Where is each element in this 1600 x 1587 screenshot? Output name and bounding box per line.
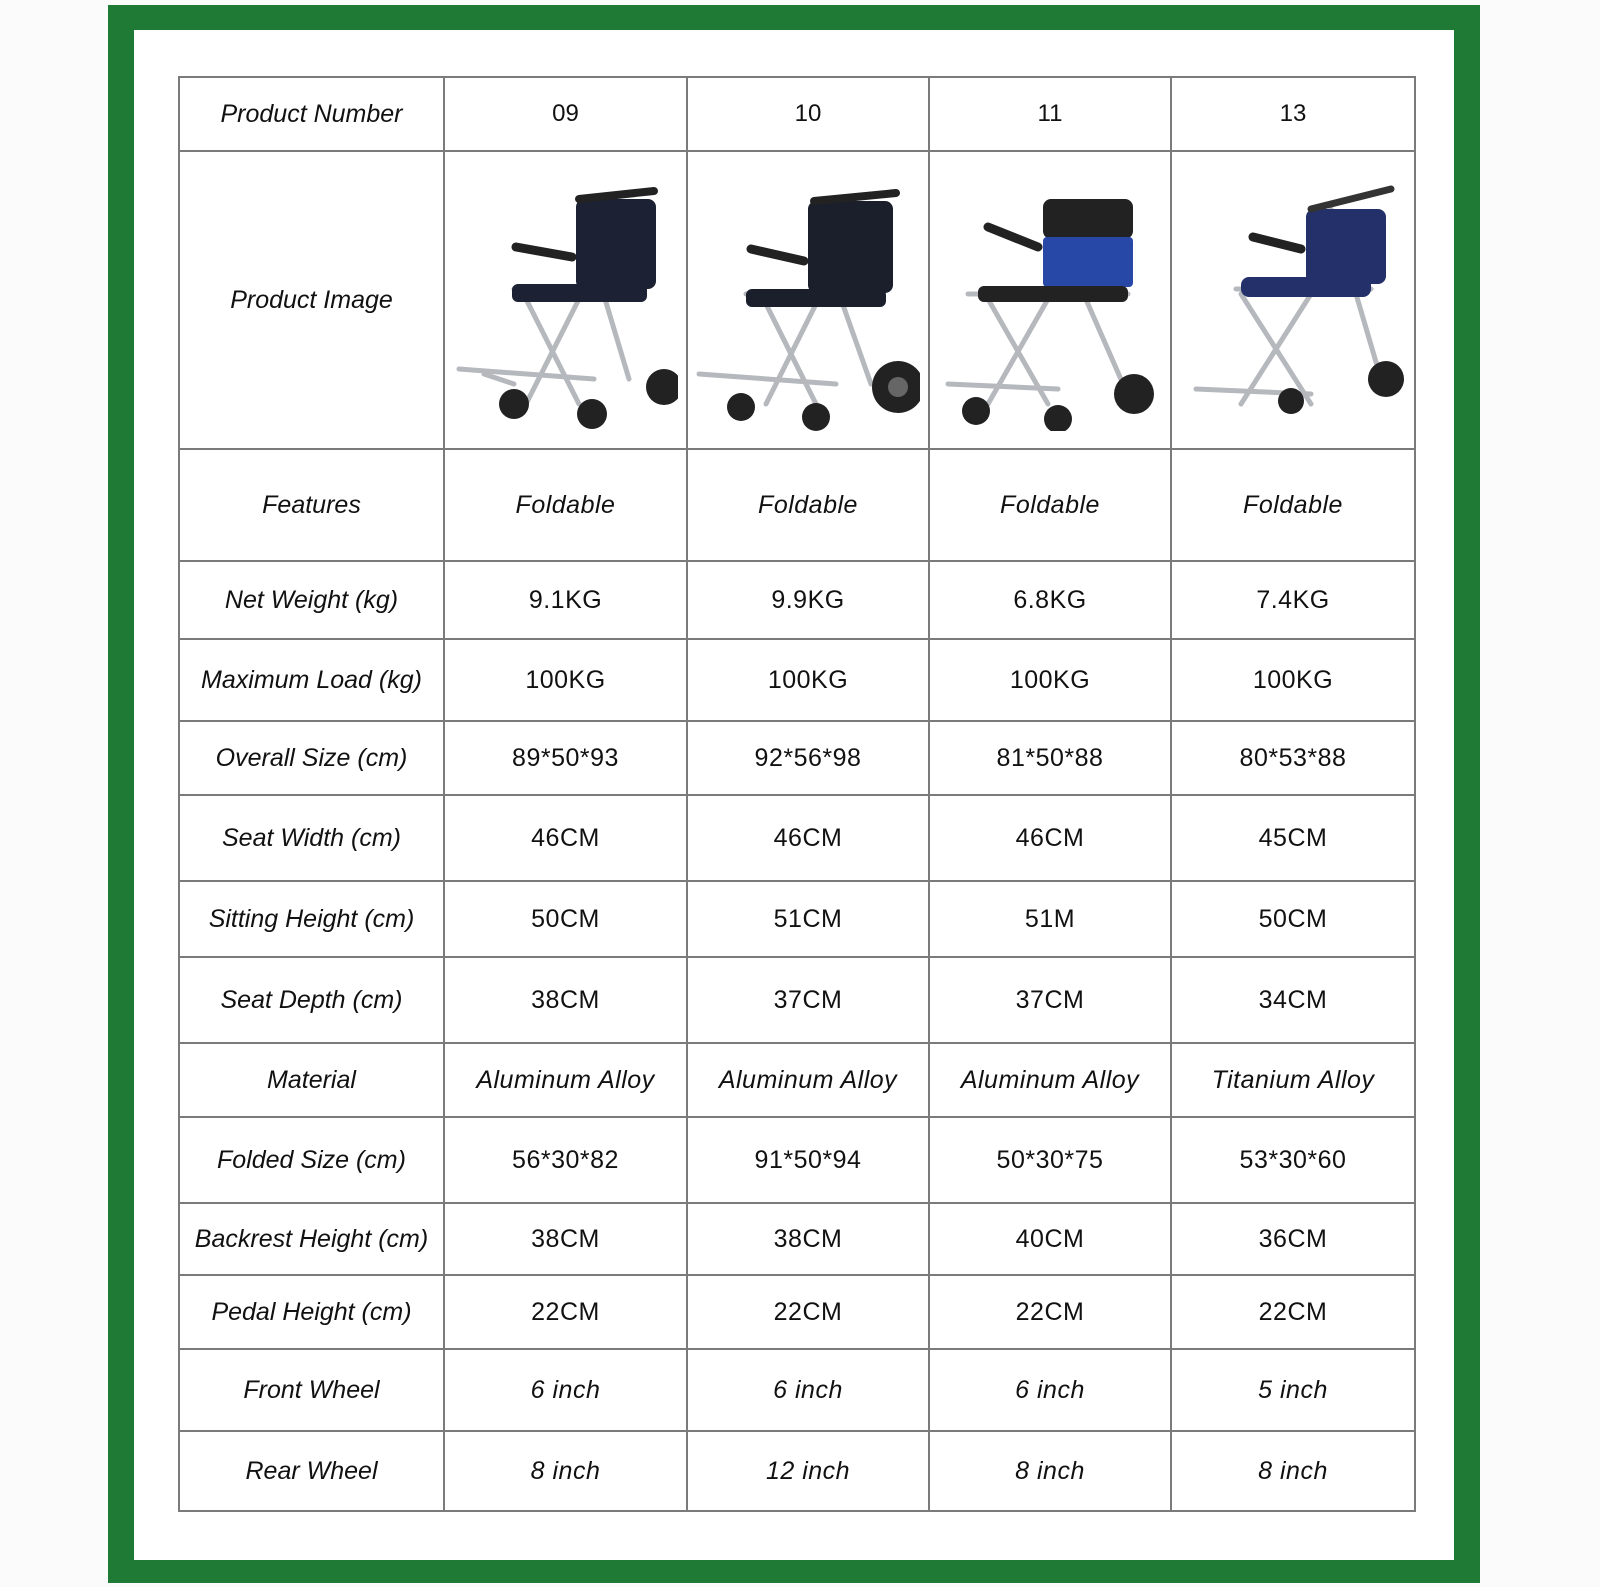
spec-value: 50CM — [444, 881, 687, 957]
spec-value: 37CM — [929, 957, 1171, 1043]
spec-value: 91*50*94 — [687, 1117, 929, 1203]
spec-row — [179, 639, 1415, 721]
row-label: Product Number — [179, 77, 444, 151]
row-label: Sitting Height (cm) — [179, 881, 444, 957]
row-label: Pedal Height (cm) — [179, 1275, 444, 1349]
wheelchair-blue-icon — [938, 169, 1162, 431]
row-label: Seat Depth (cm) — [179, 957, 444, 1043]
spec-row — [179, 1349, 1415, 1431]
row-label: Front Wheel — [179, 1349, 444, 1431]
row-label: Rear Wheel — [179, 1431, 444, 1511]
spec-value: Aluminum Alloy — [929, 1043, 1171, 1117]
spec-value: 46CM — [444, 795, 687, 881]
spec-value: 6.8KG — [929, 561, 1171, 639]
spec-value: 46CM — [687, 795, 929, 881]
spec-value: 51M — [929, 881, 1171, 957]
spec-row — [179, 1203, 1415, 1275]
spec-value: 51CM — [687, 881, 929, 957]
spec-value: 6 inch — [929, 1349, 1171, 1431]
spec-value: Foldable — [444, 449, 687, 561]
spec-row — [179, 1431, 1415, 1511]
spec-row — [179, 449, 1415, 561]
row-label: Folded Size (cm) — [179, 1117, 444, 1203]
wheelchair-black-icon — [454, 169, 678, 431]
spec-value: 81*50*88 — [929, 721, 1171, 795]
spec-row — [179, 881, 1415, 957]
spec-row — [179, 561, 1415, 639]
spec-value: Foldable — [687, 449, 929, 561]
model-number: 11 — [929, 77, 1171, 151]
spec-value: 45CM — [1171, 795, 1415, 881]
spec-value: 92*56*98 — [687, 721, 929, 795]
spec-row — [179, 957, 1415, 1043]
spec-value: 8 inch — [929, 1431, 1171, 1511]
product-image-cell — [444, 151, 687, 449]
spec-value: 36CM — [1171, 1203, 1415, 1275]
spec-value: 100KG — [444, 639, 687, 721]
product-image-cell — [1171, 151, 1415, 449]
spec-value: 38CM — [444, 957, 687, 1043]
spec-value: 50CM — [1171, 881, 1415, 957]
spec-value: 46CM — [929, 795, 1171, 881]
row-label: Material — [179, 1043, 444, 1117]
spec-value: 80*53*88 — [1171, 721, 1415, 795]
spec-value: Aluminum Alloy — [444, 1043, 687, 1117]
spec-value: 34CM — [1171, 957, 1415, 1043]
spec-value: 40CM — [929, 1203, 1171, 1275]
spec-row — [179, 721, 1415, 795]
spec-row — [179, 1275, 1415, 1349]
spec-value: 8 inch — [444, 1431, 687, 1511]
row-label: Net Weight (kg) — [179, 561, 444, 639]
spec-value: Aluminum Alloy — [687, 1043, 929, 1117]
spec-value: 50*30*75 — [929, 1117, 1171, 1203]
spec-value: 9.9KG — [687, 561, 929, 639]
spec-value: 38CM — [687, 1203, 929, 1275]
row-label: Product Image — [179, 151, 444, 449]
spec-value: 100KG — [1171, 639, 1415, 721]
spec-value: Foldable — [1171, 449, 1415, 561]
model-number: 13 — [1171, 77, 1415, 151]
spec-value: 6 inch — [687, 1349, 929, 1431]
spec-value: 56*30*82 — [444, 1117, 687, 1203]
spec-value: 6 inch — [444, 1349, 687, 1431]
spec-value: 9.1KG — [444, 561, 687, 639]
spec-value: Titanium Alloy — [1171, 1043, 1415, 1117]
spec-value: 8 inch — [1171, 1431, 1415, 1511]
product-image-cell — [687, 151, 929, 449]
spec-value: 53*30*60 — [1171, 1117, 1415, 1203]
spec-value: 5 inch — [1171, 1349, 1415, 1431]
spec-value: 7.4KG — [1171, 561, 1415, 639]
spec-value: 22CM — [1171, 1275, 1415, 1349]
spec-value: 100KG — [687, 639, 929, 721]
spec-value: 22CM — [929, 1275, 1171, 1349]
row-label: Features — [179, 449, 444, 561]
row-label: Backrest Height (cm) — [179, 1203, 444, 1275]
wheelchair-spec-table — [178, 76, 1416, 1512]
header-row — [179, 77, 1415, 151]
spec-value: 22CM — [444, 1275, 687, 1349]
wheelchair-navy-icon — [1181, 169, 1405, 431]
spec-value: Foldable — [929, 449, 1171, 561]
spec-value: 22CM — [687, 1275, 929, 1349]
spec-value: 38CM — [444, 1203, 687, 1275]
spec-value: 89*50*93 — [444, 721, 687, 795]
model-number: 09 — [444, 77, 687, 151]
spec-row — [179, 1117, 1415, 1203]
spec-value: 100KG — [929, 639, 1171, 721]
spec-value: 12 inch — [687, 1431, 929, 1511]
row-label: Seat Width (cm) — [179, 795, 444, 881]
row-label: Maximum Load (kg) — [179, 639, 444, 721]
spec-value: 37CM — [687, 957, 929, 1043]
wheelchair-black-icon — [696, 169, 920, 431]
image-row — [179, 151, 1415, 449]
model-number: 10 — [687, 77, 929, 151]
spec-row — [179, 795, 1415, 881]
product-image-cell — [929, 151, 1171, 449]
spec-row — [179, 1043, 1415, 1117]
row-label: Overall Size (cm) — [179, 721, 444, 795]
